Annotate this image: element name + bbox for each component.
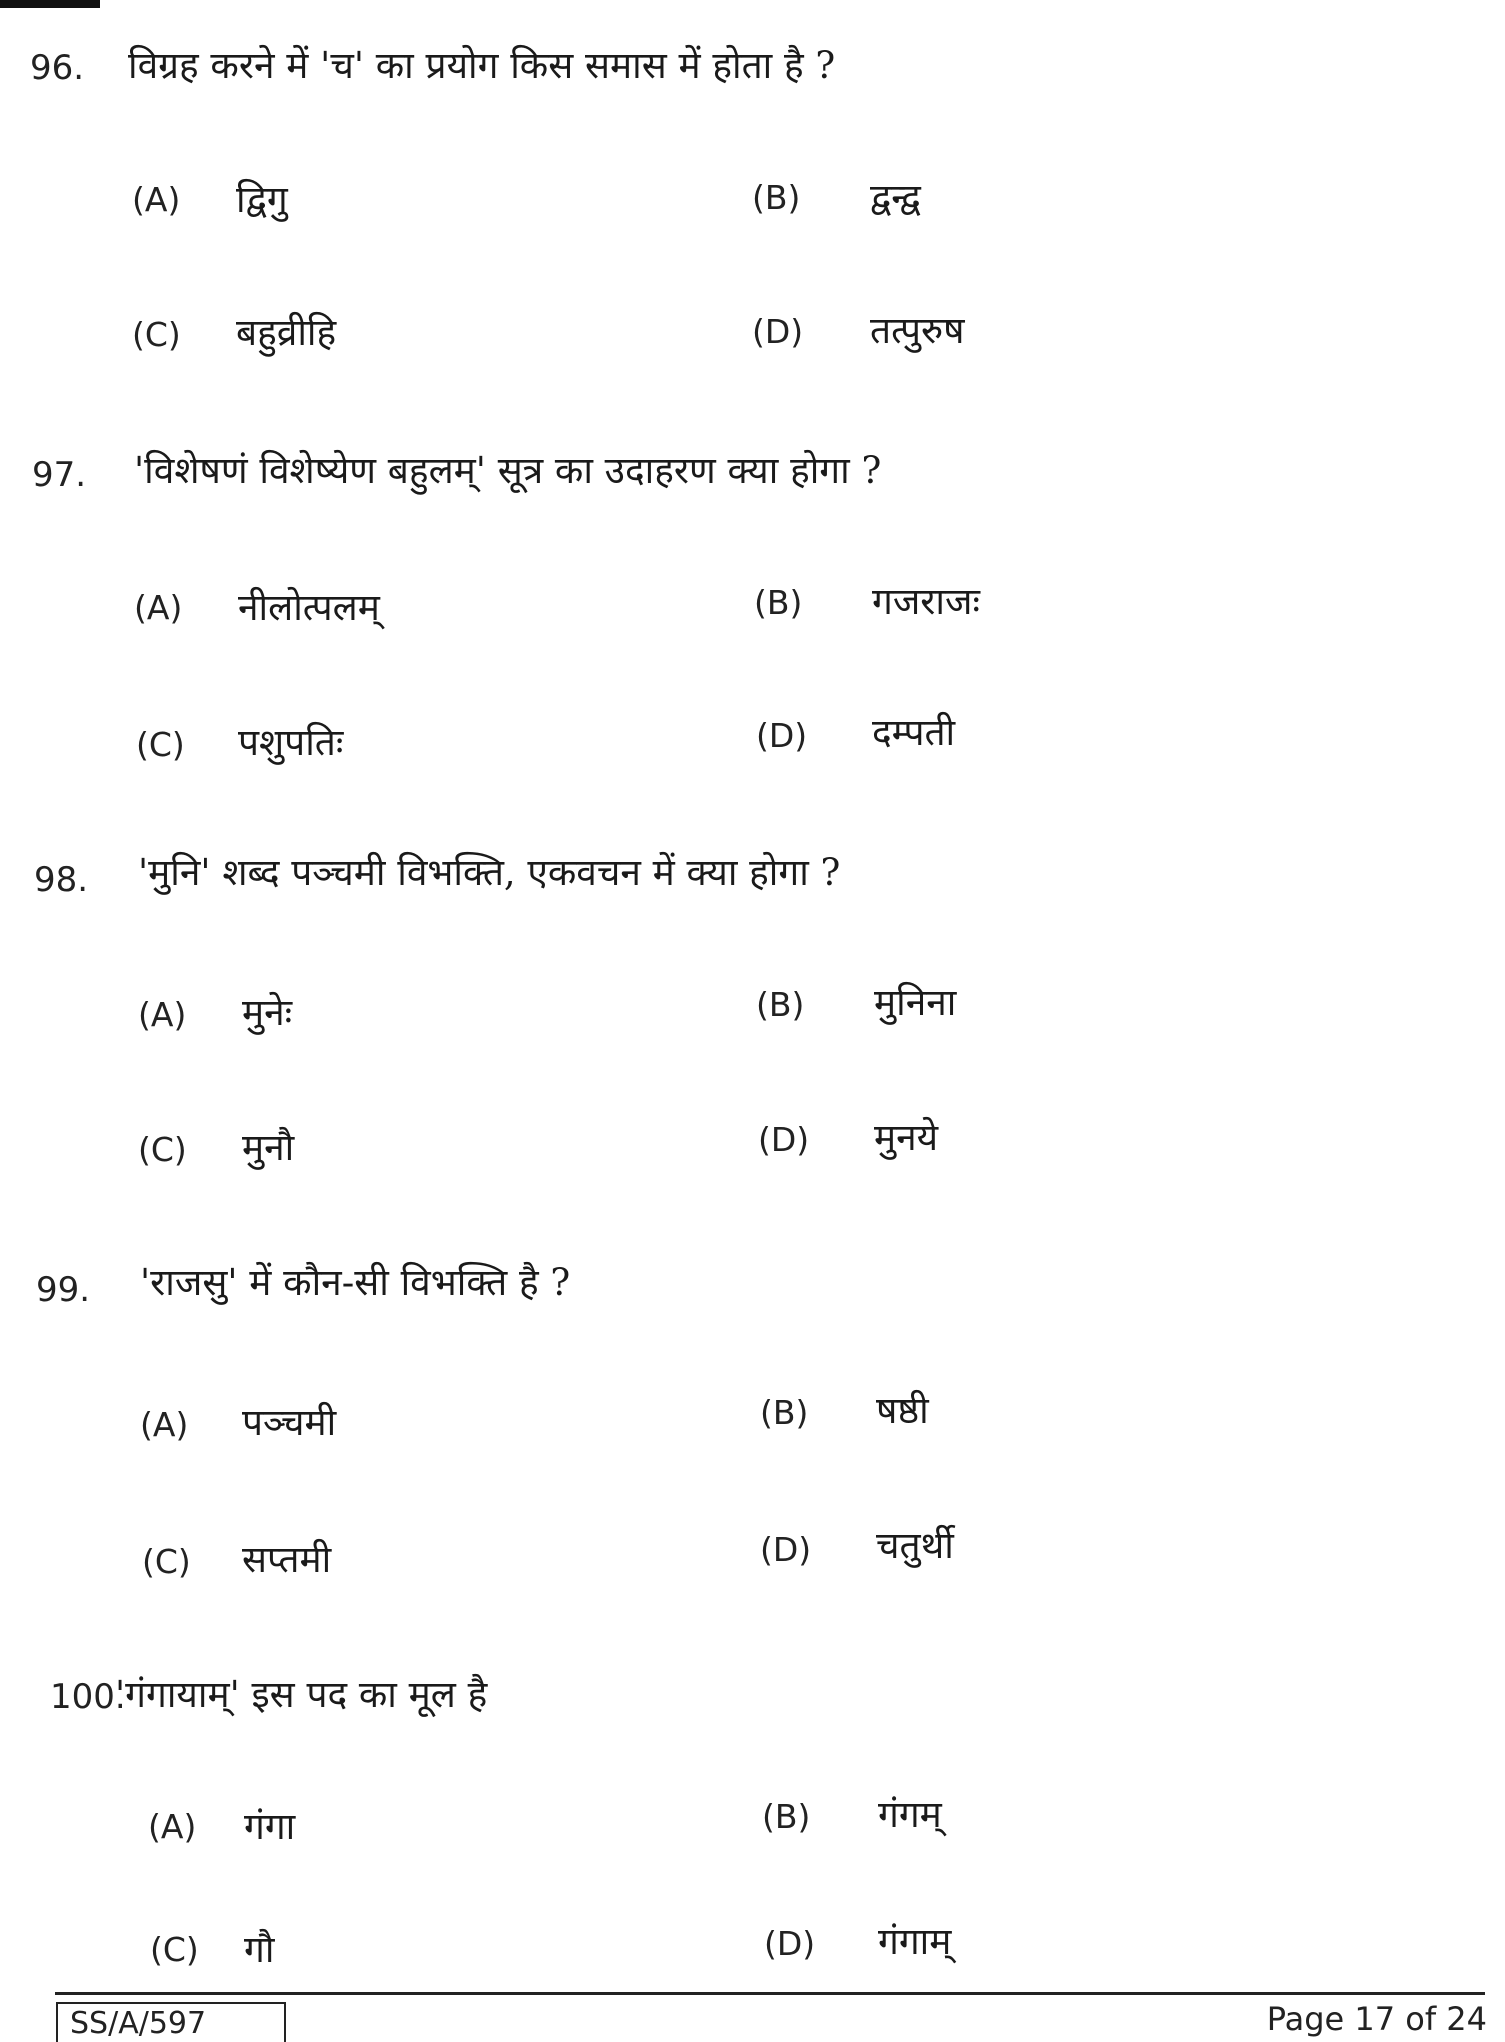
question-number: 99. [36,1270,91,1310]
page-corner-mark [0,0,100,8]
option-a-label: (A) [140,1405,189,1444]
option-d-text: चतुर्थी [876,1524,954,1567]
option-c-label: (C) [142,1542,191,1581]
option-a-text: द्विगु [236,178,288,221]
option-a-text: गंगा [244,1805,296,1848]
option-b-label: (B) [760,1393,809,1432]
page-number: Page 17 of 24 [1266,2000,1487,2038]
question-number: 96. [30,48,85,88]
option-c-text: गौ [244,1928,275,1971]
option-d-label: (D) [758,1120,810,1159]
option-b-text: गंगम् [878,1793,942,1836]
question-number: 100. [50,1677,126,1717]
option-a-label: (A) [132,180,181,219]
option-d-label: (D) [760,1530,812,1569]
question-text: विग्रह करने में 'च' का प्रयोग किस समास में होता है ? [128,44,836,87]
option-b-label: (B) [756,985,805,1024]
question-text: 'विशेषणं विशेष्येण बहुलम्' सूत्र का उदाहरण क्या होगा ? [134,449,882,492]
option-c-label: (C) [136,725,185,764]
question-text: 'गंगायाम्' इस पद का मूल है [115,1673,488,1716]
option-b-text: गजराजः [872,580,980,623]
option-b-label: (B) [754,583,803,622]
question-text: 'राजसु' में कौन-सी विभक्ति है ? [140,1261,571,1304]
question-number: 98. [34,860,89,900]
question-number: 97. [32,455,87,495]
option-d-text: गंगाम् [878,1920,952,1963]
option-d-text: तत्पुरुष [870,309,965,352]
option-a-text: पञ्चमी [242,1401,337,1444]
footer-rule [55,1992,1485,1995]
option-b-text: द्वन्द्व [870,176,921,219]
option-c-text: पशुपतिः [238,721,344,764]
option-b-text: मुनिना [874,981,957,1024]
option-b-label: (B) [752,178,801,217]
option-a-label: (A) [148,1807,197,1846]
paper-code: SS/A/597 [56,2002,286,2042]
question-text: 'मुनि' शब्द पञ्चमी विभक्ति, एकवचन में क्या होगा ? [138,851,841,894]
option-d-label: (D) [764,1924,816,1963]
option-b-label: (B) [762,1797,811,1836]
option-d-label: (D) [752,312,804,351]
option-a-label: (A) [134,588,183,627]
option-c-text: मुनौ [242,1126,295,1169]
option-b-text: षष्ठी [876,1389,929,1432]
option-a-text: नीलोत्पलम् [238,586,380,629]
option-c-label: (C) [138,1130,187,1169]
option-c-label: (C) [132,315,181,354]
option-c-label: (C) [150,1930,199,1969]
option-d-text: मुनये [874,1116,939,1159]
option-a-text: मुनेः [242,991,293,1034]
option-a-label: (A) [138,995,187,1034]
option-c-text: सप्तमी [242,1538,332,1581]
option-c-text: बहुव्रीहि [236,311,337,354]
option-d-text: दम्पती [872,711,956,754]
option-d-label: (D) [756,716,808,755]
